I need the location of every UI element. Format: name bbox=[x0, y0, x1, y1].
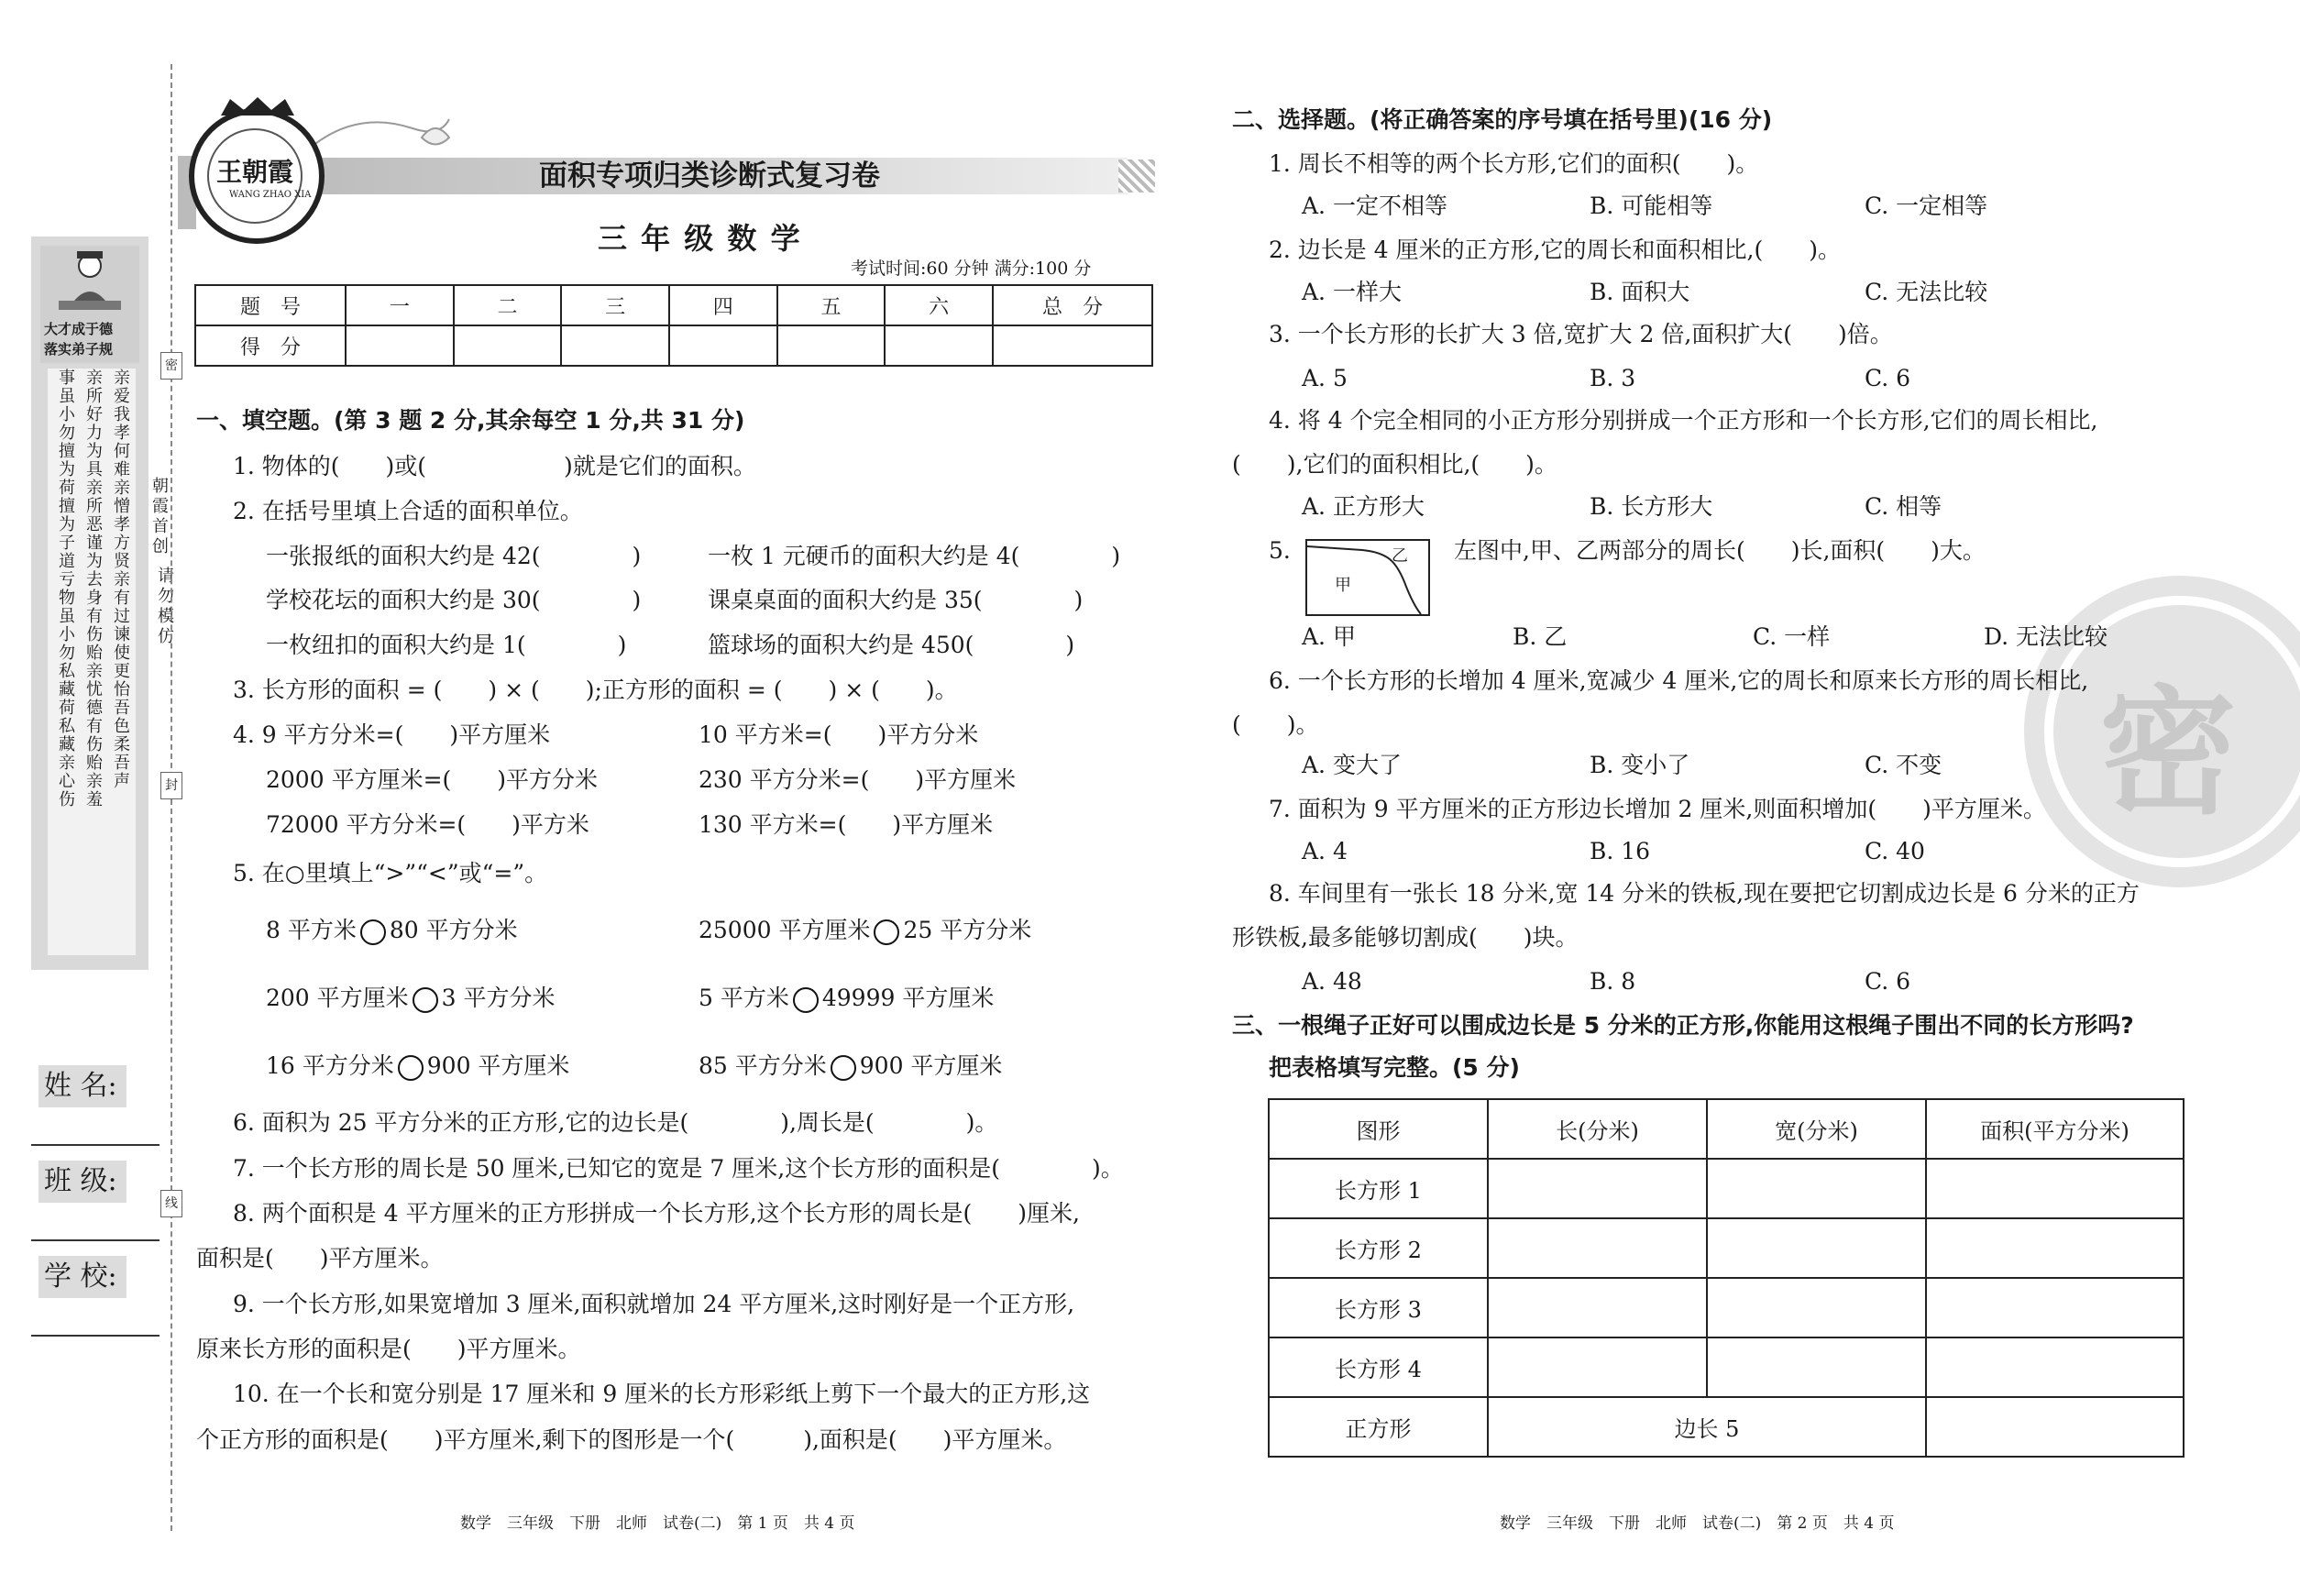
answer-cell[interactable] bbox=[1926, 1159, 2184, 1218]
score-input-cell[interactable] bbox=[669, 325, 777, 366]
question-10b: 个正方形的面积是( )平方厘米,剩下的图形是一个( ),面积是( )平方厘米。 bbox=[196, 1426, 1067, 1453]
question-2f: 篮球场的面积大约是 450( ) bbox=[708, 632, 1075, 658]
class-label: 班 级: bbox=[39, 1161, 127, 1203]
logo-text: 王朝霞 bbox=[216, 157, 294, 187]
ribbon-decoration-icon bbox=[303, 101, 458, 165]
option[interactable]: C. 无法比较 bbox=[1865, 279, 1988, 305]
answer-cell[interactable] bbox=[1926, 1278, 2184, 1337]
copyright-note-a: 朝霞首创 bbox=[149, 477, 169, 557]
question-4d: 230 平方分米=( )平方厘米 bbox=[699, 766, 1017, 793]
row-label: 正方形 bbox=[1269, 1397, 1488, 1457]
answer-cell[interactable] bbox=[1707, 1159, 1926, 1218]
compare-circle[interactable] bbox=[360, 919, 386, 945]
option[interactable]: B. 乙 bbox=[1513, 623, 1568, 650]
question-4b: 10 平方米=( )平方分米 bbox=[699, 721, 979, 748]
option[interactable]: A. 4 bbox=[1302, 838, 1348, 864]
table-header-cell: 长(分米) bbox=[1488, 1099, 1707, 1159]
table-header-cell: 面积(平方分米) bbox=[1926, 1099, 2184, 1159]
table-row bbox=[1269, 1337, 2184, 1397]
section-2-title: 二、选择题。(将正确答案的序号填在括号里)(16 分) bbox=[1232, 106, 1773, 133]
compare-right: 25 平方分米 bbox=[903, 917, 1032, 943]
compare-left: 200 平方厘米 bbox=[266, 985, 409, 1011]
maxim-column-3: 事虽小勿擅为荷擅为子道亏物虽小勿私藏荷私藏亲心伤 bbox=[56, 369, 75, 809]
table-header-cell: 图形 bbox=[1269, 1099, 1488, 1159]
maxim-box bbox=[48, 369, 136, 955]
option[interactable]: A. 5 bbox=[1302, 365, 1348, 391]
row-label: 长方形 4 bbox=[1269, 1337, 1488, 1397]
option[interactable]: A. 正方形大 bbox=[1302, 493, 1425, 520]
question-4a: 4. 9 平方分米=( )平方厘米 bbox=[233, 721, 551, 748]
score-label-cell: 得 分 bbox=[195, 325, 346, 366]
choice-8a: 8. 车间里有一张长 18 分米,宽 14 分米的铁板,现在要把它切割成边长是 6 分米的正方 bbox=[1269, 880, 2140, 907]
slogan-1: 大才成于德 bbox=[44, 321, 114, 337]
page-footer-left: 数学 三年级 下册 北师 试卷(二) 第 1 页 共 4 页 bbox=[460, 1514, 855, 1533]
answer-cell[interactable] bbox=[1926, 1218, 2184, 1278]
answer-cell[interactable] bbox=[1707, 1337, 1926, 1397]
score-cell: 四 bbox=[669, 285, 777, 325]
question-7: 7. 一个长方形的周长是 50 厘米,已知它的宽是 7 厘米,这个长方形的面积是( )。 bbox=[233, 1155, 1124, 1182]
exam-info: 考试时间:60 分钟 满分:100 分 bbox=[851, 259, 1092, 279]
scholar-icon bbox=[40, 246, 139, 363]
option[interactable]: C. 6 bbox=[1865, 968, 1911, 995]
choice-5: 左图中,甲、乙两部分的周长( )长,面积( )大。 bbox=[1454, 537, 1986, 564]
answer-cell[interactable] bbox=[1488, 1159, 1707, 1218]
option[interactable]: A. 甲 bbox=[1302, 623, 1356, 650]
table-row bbox=[1269, 1218, 2184, 1278]
compare-circle[interactable] bbox=[874, 919, 899, 945]
section-3-title-2: 把表格填写完整。(5 分) bbox=[1269, 1054, 1520, 1081]
section-3-title: 三、一根绳子正好可以围成边长是 5 分米的正方形,你能用这根绳子围出不同的长方形吗? bbox=[1232, 1012, 2134, 1039]
table-row bbox=[1269, 1278, 2184, 1337]
question-8a: 8. 两个面积是 4 平方厘米的正方形拼成一个长方形,这个长方形的周长是( )厘米, bbox=[233, 1200, 1081, 1227]
question-2b: 一枚 1 元硬币的面积大约是 4( ) bbox=[708, 543, 1121, 569]
section-1-title: 一、填空题。(第 3 题 2 分,其余每空 1 分,共 31 分) bbox=[196, 407, 745, 434]
seal-xian: 线 bbox=[160, 1190, 182, 1217]
option[interactable]: A. 一定不相等 bbox=[1302, 193, 1447, 219]
compare-right: 900 平方厘米 bbox=[859, 1052, 1003, 1079]
choice-6b: ( )。 bbox=[1232, 711, 1319, 738]
logo-subtext: WANG ZHAO XIA bbox=[229, 190, 312, 200]
school-label: 学 校: bbox=[39, 1256, 127, 1298]
compare-right: 3 平方分米 bbox=[441, 985, 556, 1011]
question-2a: 一张报纸的面积大约是 42( ) bbox=[266, 543, 642, 569]
choice-3: 3. 一个长方形的长扩大 3 倍,宽扩大 2 倍,面积扩大( )倍。 bbox=[1269, 321, 1893, 347]
choice-4a: 4. 将 4 个完全相同的小正方形分别拼成一个正方形和一个长方形,它们的周长相比, bbox=[1269, 407, 2098, 434]
answer-cell[interactable] bbox=[1707, 1278, 1926, 1337]
rectangle-table bbox=[1268, 1098, 2184, 1458]
question-6: 6. 面积为 25 平方分米的正方形,它的边长是( ),周长是( )。 bbox=[233, 1109, 998, 1136]
compare-left: 5 平方米 bbox=[699, 985, 789, 1011]
question-9b: 原来长方形的面积是( )平方厘米。 bbox=[196, 1336, 581, 1362]
choice-5-figure bbox=[1305, 539, 1430, 616]
row-label: 长方形 1 bbox=[1269, 1159, 1488, 1218]
choice-6a: 6. 一个长方形的长增加 4 厘米,宽减少 4 厘米,它的周长和原来长方形的周长相比, bbox=[1269, 667, 2089, 694]
class-line[interactable] bbox=[31, 1239, 160, 1241]
option[interactable]: A. 变大了 bbox=[1302, 752, 1402, 778]
watermark-text: 密 bbox=[2099, 672, 2238, 833]
answer-cell[interactable] bbox=[1488, 1337, 1707, 1397]
compare-row bbox=[266, 1054, 569, 1081]
compare-row bbox=[699, 986, 994, 1013]
question-3: 3. 长方形的面积 = ( ) × ( );正方形的面积 = ( ) × ( )。 bbox=[233, 677, 958, 703]
option[interactable]: B. 3 bbox=[1590, 365, 1636, 391]
score-cell: 三 bbox=[561, 285, 669, 325]
question-1: 1. 物体的( )或( )就是它们的面积。 bbox=[233, 453, 756, 479]
answer-cell[interactable] bbox=[1707, 1218, 1926, 1278]
question-4f: 130 平方米=( )平方厘米 bbox=[699, 811, 994, 838]
dividing-curve-icon bbox=[1307, 541, 1428, 614]
option[interactable]: C. 一样 bbox=[1753, 623, 1831, 650]
seal-feng: 封 bbox=[160, 772, 182, 799]
crown-icon bbox=[216, 95, 299, 117]
choice-7: 7. 面积为 9 平方厘米的正方形边长增加 2 厘米,则面积增加( )平方厘米。 bbox=[1269, 796, 2046, 822]
answer-cell[interactable] bbox=[1488, 1218, 1707, 1278]
score-row-header bbox=[195, 285, 1152, 325]
score-cell: 一 bbox=[346, 285, 454, 325]
brand-logo-inner bbox=[207, 128, 312, 224]
compare-right: 49999 平方厘米 bbox=[821, 985, 995, 1011]
score-input-cell[interactable] bbox=[993, 325, 1152, 366]
choice-2: 2. 边长是 4 厘米的正方形,它的周长和面积相比,( )。 bbox=[1269, 237, 1842, 263]
table-header-row bbox=[1269, 1099, 2184, 1159]
choice-8b: 形铁板,最多能够切割成( )块。 bbox=[1232, 924, 1579, 951]
question-5: 5. 在○里填上“>”“<”或“=”。 bbox=[233, 860, 548, 886]
score-cell: 二 bbox=[454, 285, 562, 325]
scholar-figure-icon bbox=[40, 246, 139, 319]
question-2d: 课桌桌面的面积大约是 35( ) bbox=[708, 587, 1084, 613]
answer-cell[interactable] bbox=[1926, 1337, 2184, 1397]
compare-left: 85 平方分米 bbox=[699, 1052, 827, 1079]
slogan-2: 落实弟子规 bbox=[44, 341, 114, 358]
compare-left: 16 平方分米 bbox=[266, 1052, 394, 1079]
compare-left: 8 平方米 bbox=[266, 917, 357, 943]
choice-5-number: 5. bbox=[1269, 537, 1291, 564]
option[interactable]: C. 一定相等 bbox=[1865, 193, 1988, 219]
score-input-cell[interactable] bbox=[561, 325, 669, 366]
option[interactable]: A. 48 bbox=[1302, 968, 1362, 995]
option[interactable]: B. 变小了 bbox=[1590, 752, 1690, 778]
score-cell: 五 bbox=[777, 285, 886, 325]
page-footer-right: 数学 三年级 下册 北师 试卷(二) 第 2 页 共 4 页 bbox=[1500, 1514, 1895, 1533]
score-input-cell[interactable] bbox=[454, 325, 562, 366]
question-10a: 10. 在一个长和宽分别是 17 厘米和 9 厘米的长方形彩纸上剪下一个最大的正方形,这 bbox=[233, 1381, 1091, 1407]
compare-right: 900 平方厘米 bbox=[426, 1052, 570, 1079]
question-4e: 72000 平方分米=( )平方米 bbox=[266, 811, 589, 838]
score-input-cell[interactable] bbox=[777, 325, 886, 366]
answer-cell[interactable] bbox=[1926, 1397, 2184, 1457]
question-2e: 一枚纽扣的面积大约是 1( ) bbox=[266, 632, 627, 658]
question-4c: 2000 平方厘米=( )平方分米 bbox=[266, 766, 599, 793]
table-row bbox=[1269, 1159, 2184, 1218]
score-cell: 题 号 bbox=[195, 285, 346, 325]
question-2c: 学校花坛的面积大约是 30( ) bbox=[266, 587, 642, 613]
compare-circle[interactable] bbox=[413, 987, 438, 1013]
square-side-cell: 边长 5 bbox=[1488, 1397, 1926, 1457]
option[interactable]: B. 面积大 bbox=[1590, 279, 1690, 305]
choice-1: 1. 周长不相等的两个长方形,它们的面积( )。 bbox=[1269, 150, 1759, 177]
score-table bbox=[194, 284, 1153, 367]
score-row-values bbox=[195, 325, 1152, 366]
question-9a: 9. 一个长方形,如果宽增加 3 厘米,面积就增加 24 平方厘米,这时刚好是一个正方形, bbox=[233, 1291, 1075, 1317]
question-8b: 面积是( )平方厘米。 bbox=[196, 1245, 444, 1271]
option[interactable]: C. 6 bbox=[1865, 365, 1911, 391]
score-input-cell[interactable] bbox=[885, 325, 993, 366]
figure-label-yi: 乙 bbox=[1392, 546, 1408, 566]
title-pattern bbox=[1118, 160, 1155, 193]
compare-right: 80 平方分米 bbox=[389, 917, 518, 943]
option[interactable]: B. 16 bbox=[1590, 838, 1651, 864]
score-cell: 总 分 bbox=[993, 285, 1152, 325]
maxim-column-2: 亲所好力为具亲所恶谨为去身有伤贻亲忧德有伤贻亲羞 bbox=[83, 369, 103, 809]
compare-row bbox=[266, 986, 556, 1013]
row-label: 长方形 3 bbox=[1269, 1278, 1488, 1337]
answer-cell[interactable] bbox=[1488, 1278, 1707, 1337]
name-line[interactable] bbox=[31, 1144, 160, 1146]
compare-row bbox=[699, 1054, 1002, 1081]
option[interactable]: C. 不变 bbox=[1865, 752, 1942, 778]
compare-circle[interactable] bbox=[793, 987, 819, 1013]
option[interactable]: B. 8 bbox=[1590, 968, 1636, 995]
table-header-cell: 宽(分米) bbox=[1707, 1099, 1926, 1159]
seal-mi: 密 bbox=[160, 352, 182, 380]
compare-row bbox=[266, 919, 518, 945]
compare-row bbox=[699, 919, 1031, 945]
row-label: 长方形 2 bbox=[1269, 1218, 1488, 1278]
page-title: 面积专项归类诊断式复习卷 bbox=[539, 160, 880, 193]
option[interactable]: C. 相等 bbox=[1865, 493, 1942, 520]
option[interactable]: C. 40 bbox=[1865, 838, 1925, 864]
page-subtitle: 三 年 级 数 学 bbox=[598, 221, 802, 256]
compare-circle[interactable] bbox=[398, 1055, 424, 1081]
question-2: 2. 在括号里填上合适的面积单位。 bbox=[233, 498, 583, 524]
option[interactable]: D. 无法比较 bbox=[1984, 623, 2108, 650]
name-label: 姓 名: bbox=[39, 1065, 127, 1107]
maxim-column-1: 亲爱我孝何难亲憎孝方贤亲有过谏使更怡吾色柔吾声 bbox=[111, 369, 130, 790]
option[interactable]: A. 一样大 bbox=[1302, 279, 1402, 305]
score-cell: 六 bbox=[885, 285, 993, 325]
compare-circle[interactable] bbox=[831, 1055, 856, 1081]
score-input-cell[interactable] bbox=[346, 325, 454, 366]
choice-4b: ( ),它们的面积相比,( )。 bbox=[1232, 451, 1557, 478]
figure-label-jia: 甲 bbox=[1335, 576, 1351, 595]
copyright-note-b: 请勿模仿 bbox=[155, 567, 174, 647]
school-line[interactable] bbox=[31, 1335, 160, 1337]
compare-left: 25000 平方厘米 bbox=[699, 917, 871, 943]
option[interactable]: B. 可能相等 bbox=[1590, 193, 1713, 219]
table-row-square bbox=[1269, 1397, 2184, 1457]
option[interactable]: B. 长方形大 bbox=[1590, 493, 1713, 520]
